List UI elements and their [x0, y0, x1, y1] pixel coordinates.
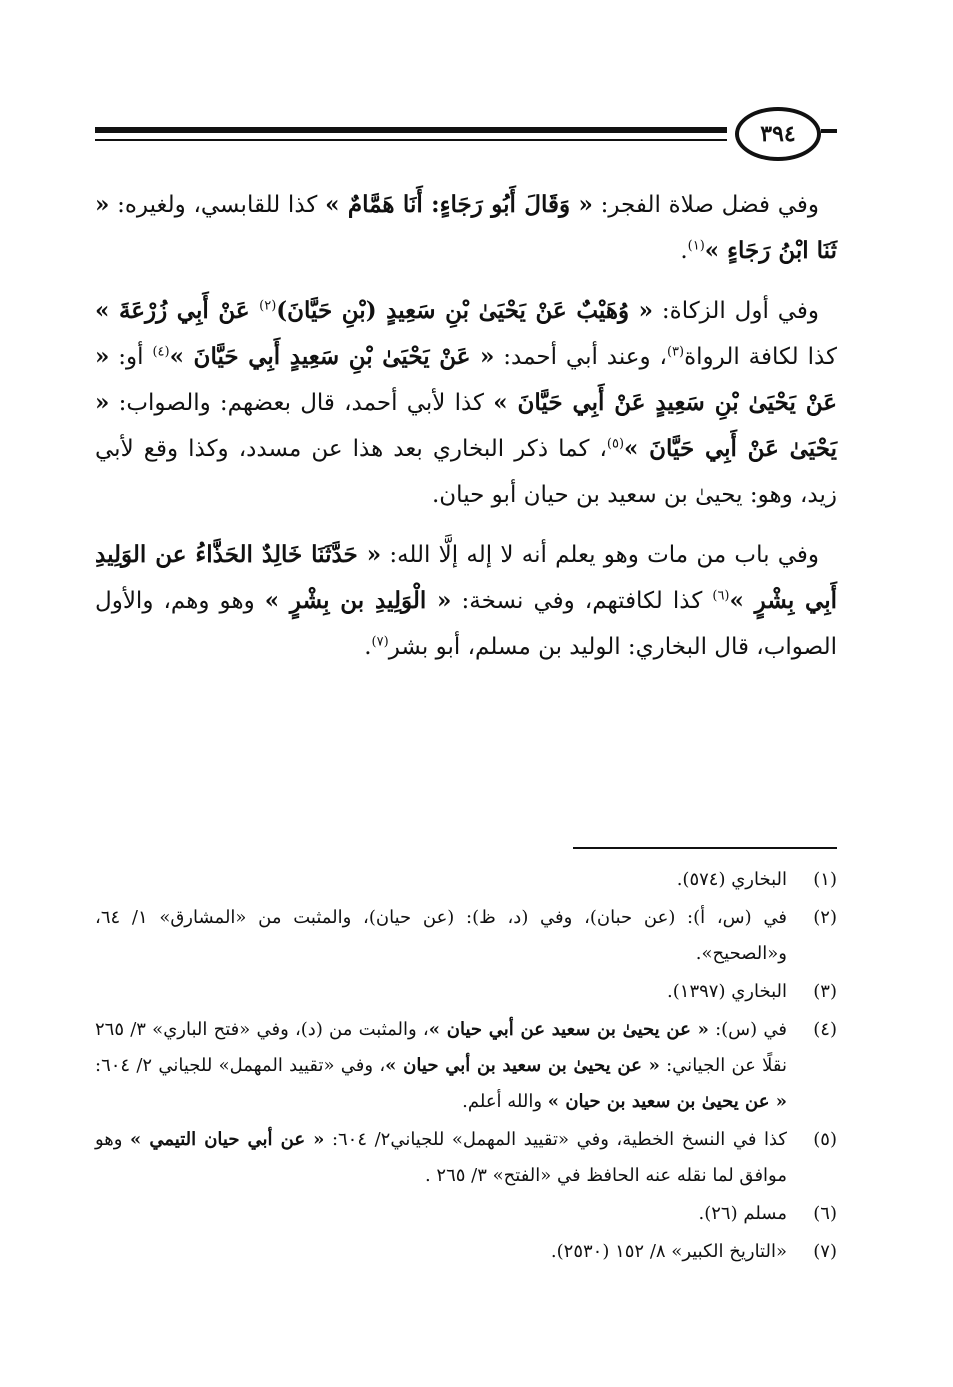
text: والله أعلم.	[462, 1091, 548, 1112]
footnote-number: (٦)	[813, 1203, 837, 1224]
text: .	[680, 238, 688, 264]
footnote	[95, 1012, 837, 1120]
header-rule-right	[821, 129, 837, 133]
quote: « الْوَلِيدِ بن بِشْرٍ »	[264, 587, 452, 614]
header-rule-thick	[95, 127, 727, 133]
text: وهو وهم، والأول الصواب، قال البخاري: الوليد بن مسلم، أبو بشر	[95, 588, 837, 660]
footnote-ref-2: (٢)	[259, 298, 277, 314]
header-rule-thin	[95, 139, 727, 141]
footnote-number: (٣)	[813, 981, 837, 1002]
footnotes	[95, 862, 837, 1272]
footnote-text: البخاري (٥٧٤).	[676, 869, 787, 890]
text: أو:	[109, 344, 153, 370]
footnote-ref-1: (١)	[687, 238, 705, 254]
quote: « يَحْيَىٰ عَنْ أَبِي حَيَّانَ »	[95, 389, 838, 462]
footnote	[95, 1196, 837, 1232]
text: ، كما ذكر البخاري بعد هذا عن مسدد، وكذا وقع لأبي زيد، وهو: يحيىٰ بن سعيد بن حيان أبو حيان.	[95, 436, 837, 508]
quote: « ثَنَا ابْنُ رَجَاءٍ »	[95, 191, 837, 264]
footnote-separator	[573, 847, 837, 849]
text: كذا لأبي أحمد، قال بعضهم: والصواب:	[109, 390, 494, 416]
text: وفي باب من مات وهو يعلم أنه لا إله إلَّا الله:	[381, 542, 819, 568]
quote: « وَقَالَ أَبُو رَجَاءٍ: أَنَا هَمَّامٌ »	[325, 191, 593, 218]
footnote	[95, 1234, 837, 1270]
paragraph-3	[95, 532, 837, 670]
text: ، والمثبت من (د)، وفي «فتح الباري» ٣/ ٢٦٥ نقلًا عن الجياني:	[95, 1019, 788, 1076]
text: في (س):	[708, 1019, 787, 1040]
quote: « عَنْ يَحْيَىٰ بْنِ سَعِيدٍ عَنْ أَبِي حَيَّانَ »	[95, 343, 837, 416]
footnote-text: في (س، أ): (عن حبان)، وفي (د، ظ): (عن حيان)، والمثبت من «المشارق» ١/ ٦٤، و«الصحيح».	[95, 907, 787, 964]
quote: « عن يحيىٰ بن سعيد عن أبي حيان »	[428, 1019, 709, 1040]
quote: « عن يحيىٰ بن سعيد بن أبي حيان »	[385, 1055, 660, 1076]
quote: « حَدَّثَنَا خَالِدٌ الحَذَّاءُ عن الوَلِيدِ أَبِي بِشْرٍ »	[95, 541, 837, 614]
paragraph-1	[95, 182, 837, 274]
footnote-number: (٢)	[813, 907, 837, 928]
text: ، وفي «تقييد المهمل» للجياني ٢/ ٦٠٤:	[95, 1055, 386, 1076]
text: وفي أول الزكاة:	[653, 298, 819, 324]
text: كذا للقابسي، ولغيره:	[109, 192, 326, 218]
text: .	[364, 634, 372, 660]
footnote	[95, 974, 837, 1010]
footnote	[95, 862, 837, 898]
footnote-ref-7: (٧)	[371, 634, 389, 650]
footnote-text: «التاريخ الكبير» ٨/ ١٥٢ (٢٥٣٠).	[550, 1241, 787, 1262]
text: كذا في النسخ الخطية، وفي «تقييد المهمل» للجياني٢/ ٦٠٤:	[324, 1129, 787, 1150]
quote: « عن أبي حيان التيمي »	[130, 1129, 325, 1150]
text: كذا لكافة الرواة	[684, 344, 838, 370]
footnote	[95, 1122, 837, 1194]
text: كذا لكافتهم، وفي نسخة:	[451, 588, 713, 614]
text: ، وعند أبي أحمد:	[494, 344, 667, 370]
footnote-number: (٤)	[813, 1019, 837, 1040]
footnote-text	[95, 1012, 787, 1120]
footnote	[95, 900, 837, 972]
footnote-text: مسلم (٢٦).	[698, 1203, 787, 1224]
footnote-ref-5: (٥)	[606, 436, 625, 452]
main-text	[95, 182, 837, 684]
footnote-number: (١)	[813, 869, 837, 890]
text: وفي فضل صلاة الفجر:	[592, 192, 819, 218]
page-header	[95, 105, 837, 165]
quote: « وُهَيْبٌ عَنْ يَحْيَىٰ بْنِ سَعِيدٍ (بْنِ حَيَّانَ)	[276, 297, 654, 324]
quote: « عن يحيىٰ بن سعيد بن حيان »	[547, 1091, 787, 1112]
paragraph-2	[95, 288, 837, 518]
page-number: ٣٩٤	[735, 107, 821, 161]
footnote-ref-4: (٤)	[152, 344, 170, 360]
footnote-number: (٥)	[813, 1129, 837, 1150]
footnote-ref-6: (٦)	[712, 588, 730, 604]
quote: عَنْ أَبِي زُرْعَةَ »	[95, 297, 260, 324]
footnote-number: (٧)	[813, 1241, 837, 1262]
footnote-ref-3: (٣)	[666, 344, 685, 360]
footnote-text	[95, 1122, 787, 1194]
text: وهو موافق لما نقله عنه الحافظ في «الفتح» ٣/ ٢٦٥ .	[95, 1129, 787, 1186]
quote: « عَنْ يَحْيَىٰ بْنِ سَعِيدٍ أَبِي حَيَّانَ »	[169, 343, 495, 370]
footnote-text: البخاري (١٣٩٧).	[667, 981, 787, 1002]
